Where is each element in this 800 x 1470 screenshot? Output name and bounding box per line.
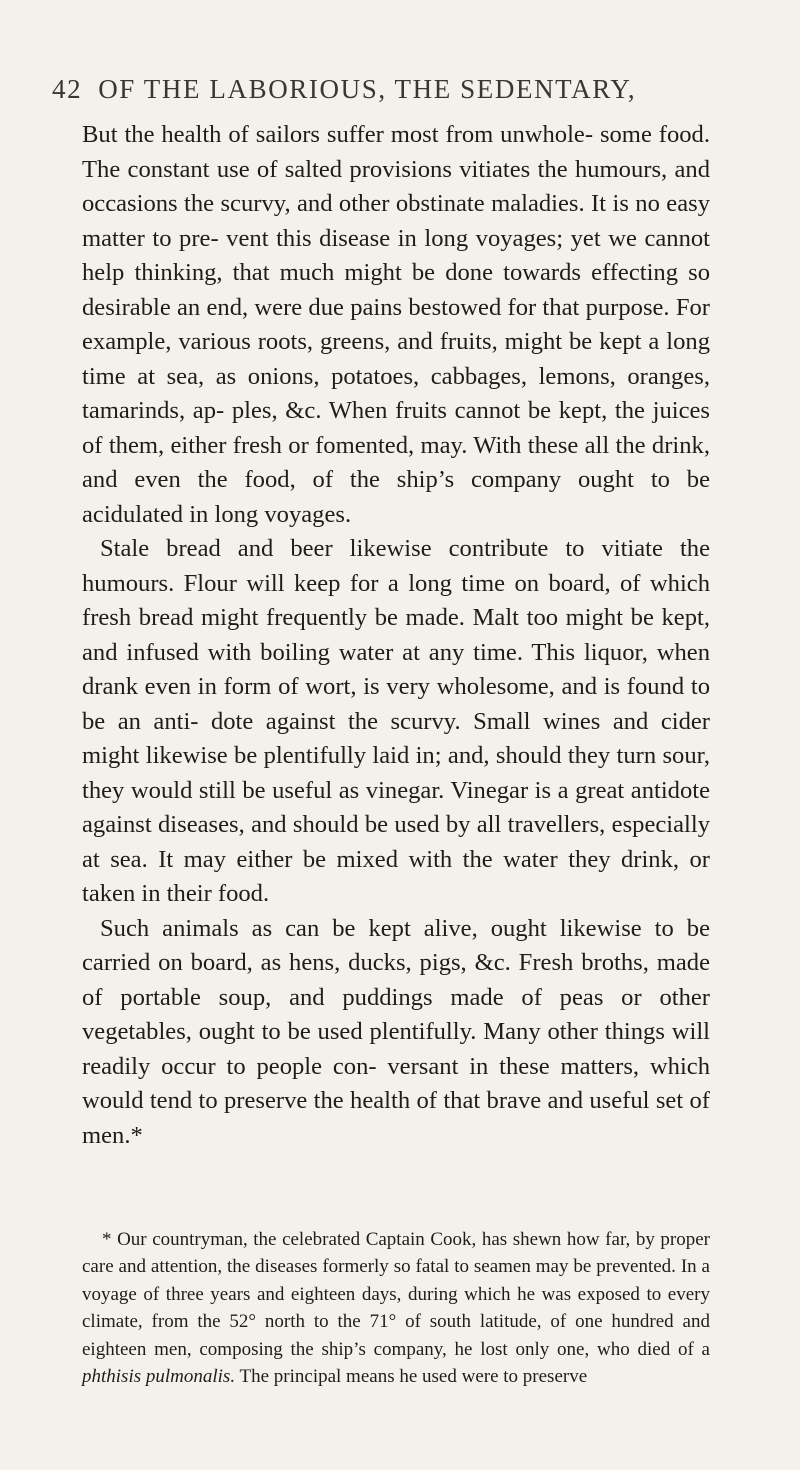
paragraph-bread-and-beer: Stale bread and beer likewise contribute to vitiate the humours. Flour will keep for a long time on board, of which fresh bread might frequently be made. Malt too might be kept, and infused with boiling water at any time. This liquor, when drank even in form of wort, is very wholesome, and is found to be an anti- dote against the scurvy. Small wines and cider might likewise be plentifully laid in; and, should they turn sour, they would still be useful as vinegar. Vinegar is a great antidote against diseases, and should be used by all travellers, especially at sea. It may either be mixed with the water they drink, or taken in their food. (82, 535, 710, 907)
page-number: 42 (52, 74, 83, 104)
footnote-italic-term: phthisis pulmonalis. (82, 1366, 236, 1388)
main-text (82, 118, 710, 1153)
footnote-text (82, 1226, 710, 1390)
footnote (82, 1226, 710, 1390)
footnote-text-main: * Our countryman, the celebrated Captain Cook, has shewn how far, by proper care and attention, the diseases formerly so fatal to seamen may be prevented. In a voyage of three years and eighteen days, during which he was exposed to every climate, from the 52° north to the 71° of south latitude, of one hundred and eighteen men, composing the ship’s company, he lost only one, who died of a (82, 1229, 710, 1360)
paragraph-salted-provisions: But the health of sailors suffer most from unwhole- some food. The constant use of salted provisions vitiates the humours, and occasions the scurvy, and other obstinate maladies. It is no easy matter to pre- vent this disease in long voyages; yet we cannot help thinking, that much might be done towards effecting so desirable an end, were due pains bestowed for that purpose. For example, various roots, greens, and fruits, might be kept a long time at sea, as onions, potatoes, cabbages, lemons, oranges, tamarinds, ap- ples, &c. When fruits cannot be kept, the juices of them, either fresh or fomented, may. With these all the drink, and even the food, of the ship’s company ought to be acidulated in long voyages. (82, 121, 710, 528)
running-title: OF THE LABORIOUS, THE SEDENTARY, (98, 74, 637, 104)
footnote-text-end: The principal means he used were to preserve (235, 1366, 588, 1388)
running-header (52, 74, 752, 105)
paragraph-live-animals: Such animals as can be kept alive, ought likewise to be carried on board, as hens, ducks, pigs, &c. Fresh broths, made of portable soup, and puddings made of peas or other vegetables, ought to be used plentifully. Many other things will readily occur to people con- versant in these matters, which would tend to preserve the health of that brave and useful set of men.* (82, 914, 710, 1149)
